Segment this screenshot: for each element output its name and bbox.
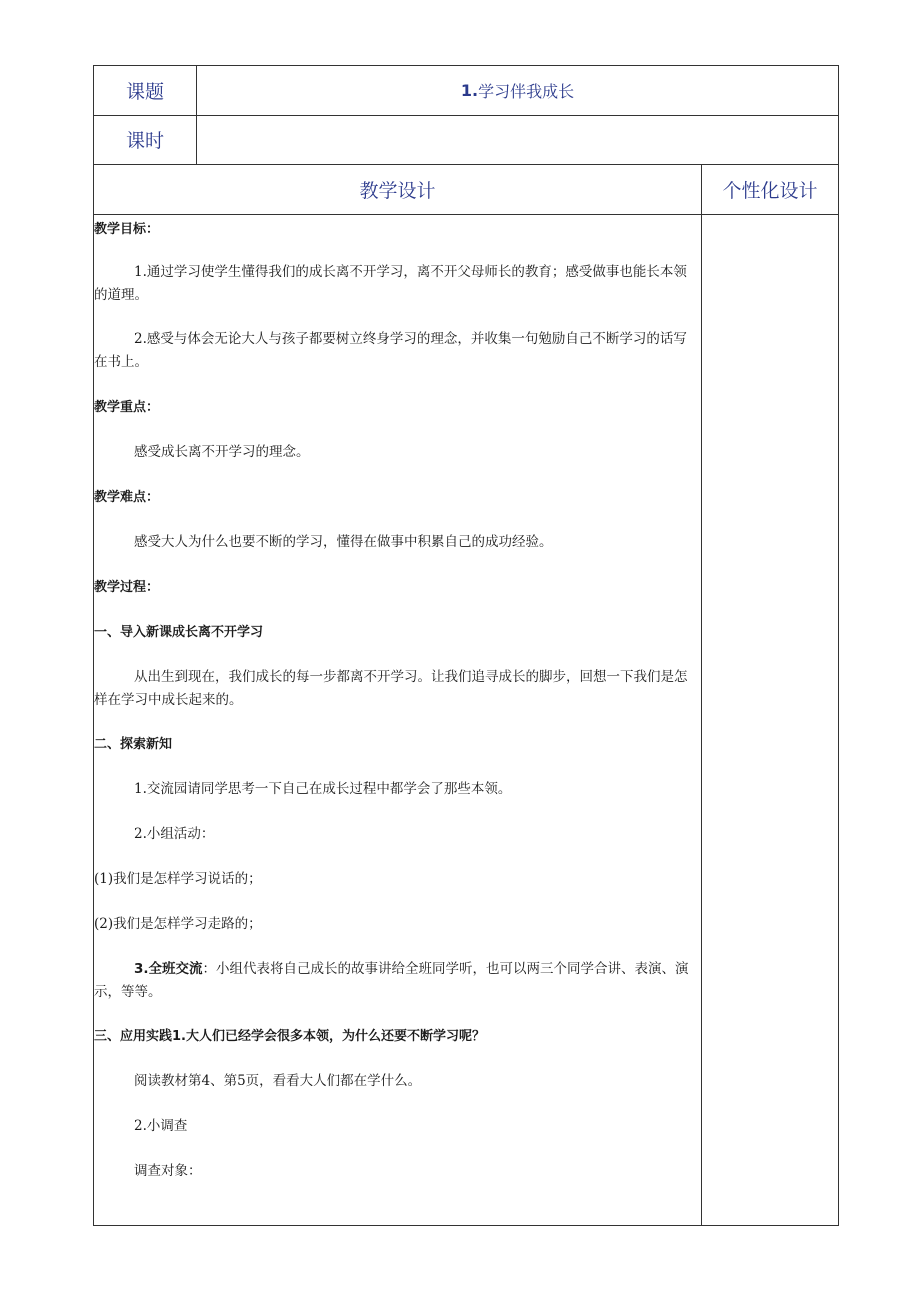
part2-item-2: 2.小组活动：	[134, 826, 215, 842]
lesson-title	[197, 66, 838, 115]
goal-heading: 教学目标：	[94, 222, 160, 237]
goal-item-2: 2.感受与体会无论大人与孩子都要树立终身学习的理念，并收集一句勉励自己不断学习的话写在书上。	[94, 331, 687, 370]
difficult-text: 感受大人为什么也要不断的学习，懂得在做事中积累自己的成功经验。	[134, 534, 553, 550]
design-column-heading: 教学设计	[359, 179, 436, 202]
part3-item-2: 2.小调查	[134, 1118, 188, 1134]
lesson-number: 1.	[460, 81, 479, 100]
period-value	[197, 115, 838, 164]
part3-item-2-sub: 调查对象：	[134, 1163, 202, 1179]
design-content	[94, 215, 700, 1183]
part2-sub-2: (2)我们是怎样学习走路的；	[94, 916, 262, 932]
part1-heading: 一、导入新课成长离不开学习	[94, 625, 264, 640]
part1-text: 从出生到现在，我们成长的每一步都离不开学习。让我们追寻成长的脚步，回想一下我们是怎样在学习中成长起来的。	[94, 669, 688, 708]
part3-text: 阅读教材第4、第5页，看看大人们都在学什么。	[134, 1073, 422, 1089]
part2-sub-1: (1)我们是怎样学习说话的；	[94, 871, 262, 887]
part2-item-3-lead: 3.全班交流	[134, 961, 203, 977]
period-label: 课时	[125, 130, 164, 152]
key-heading: 教学重点：	[94, 400, 160, 415]
topic-label: 课题	[125, 81, 164, 103]
lesson-title-text: 学习伴我成长	[478, 82, 575, 101]
difficult-heading: 教学难点：	[94, 490, 160, 505]
personal-column-heading: 个性化设计	[722, 179, 818, 202]
lesson-plan-table	[93, 65, 839, 1226]
part2-item-3	[94, 958, 700, 1004]
key-text: 感受成长离不开学习的理念。	[134, 444, 310, 460]
part2-item-1: 1.交流园请同学思考一下自己在成长过程中都学会了那些本领。	[134, 781, 512, 797]
goal-item-1: 1.通过学习使学生懂得我们的成长离不开学习，离不开父母师长的教育；感受做事也能长本领的道理。	[94, 264, 687, 303]
column-divider	[701, 164, 702, 1225]
process-heading: 教学过程：	[94, 580, 160, 595]
part2-item-3-text: ：小组代表将自己成长的故事讲给全班同学听，也可以两三个同学合讲、表演、演示，等等。	[94, 961, 689, 1000]
part2-heading: 二、探索新知	[94, 737, 173, 752]
part3-heading: 三、应用实践1.大人们已经学会很多本领，为什么还要不断学习呢？	[94, 1029, 485, 1044]
